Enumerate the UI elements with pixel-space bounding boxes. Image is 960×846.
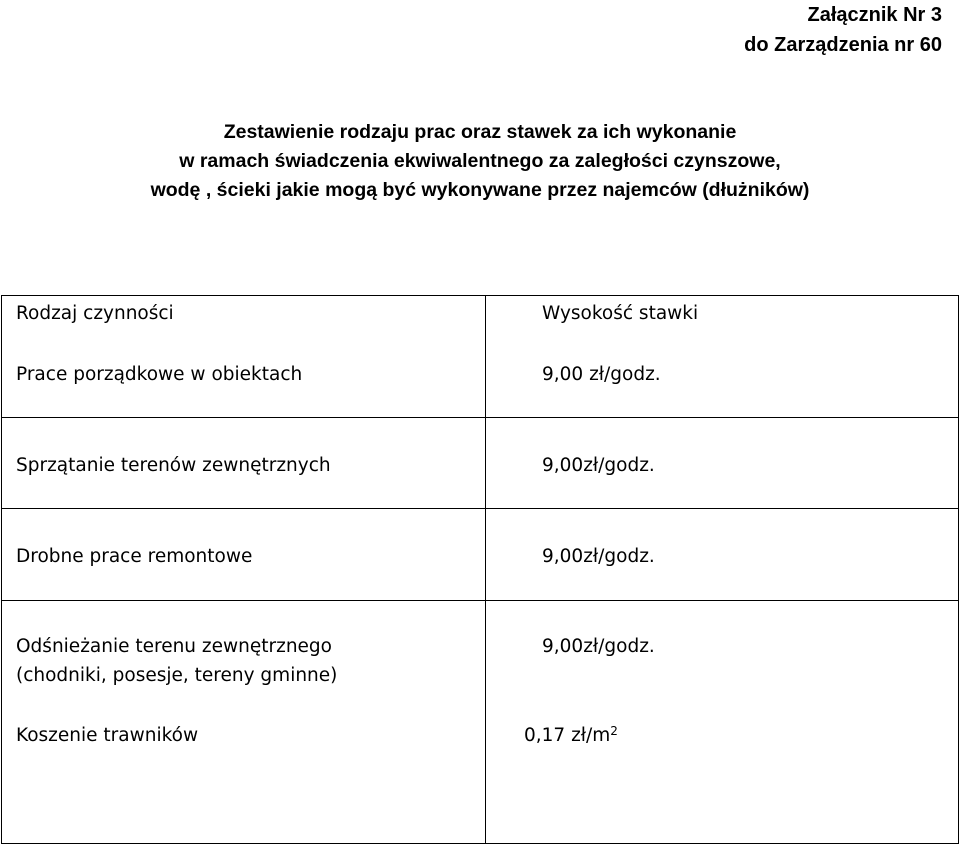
activity-label: Drobne prace remontowe [16,546,253,567]
document-title [100,118,860,205]
title-line-1: Zestawienie rodzaju prac oraz stawek za ich wykonanie [223,121,737,143]
annex-regulation-ref: do Zarządzenia nr 60 [744,34,942,56]
header-rate: Wysokość stawki [542,303,699,324]
header-activity: Rodzaj czynności [16,303,174,324]
title-line-2: w ramach świadczenia ekwiwalentnego za zaległości czynszowe, [179,150,781,172]
rate-cell [486,601,959,844]
activity-cell [2,296,486,418]
activity-label: Sprzątanie terenów zewnętrznych [16,455,331,476]
rate-value: 9,00zł/godz. [542,546,655,567]
annex-number: Załącznik Nr 3 [807,4,942,26]
activity-label-line-1: Odśnieżanie terenu zewnętrznego [16,636,332,657]
activity-label: Koszenie trawników [16,725,199,746]
activity-label-line-2: (chodniki, posesje, tereny gminne) [16,665,338,686]
title-line-3: wodę , ścieki jakie mogą być wykonywane przez najemców (dłużników) [150,179,810,201]
rate-superscript: 2 [610,724,618,738]
rate-value: 9,00zł/godz. [542,636,655,657]
rate-cell [486,418,959,509]
rate-cell [486,509,959,601]
table-row [2,509,959,601]
table-row [2,296,959,418]
rates-table [1,295,959,844]
table-row [2,601,959,844]
activity-cell [2,418,486,509]
rate-value-text: 0,17 zł/m [524,725,611,746]
activity-label: Prace porządkowe w obiektach [16,364,303,385]
activity-cell [2,601,486,844]
rate-value-area [524,722,618,749]
rate-value: 9,00 zł/godz. [542,364,661,385]
annex-header [744,0,942,60]
activity-cell [2,509,486,601]
rate-cell [486,296,959,418]
table-row [2,418,959,509]
rate-value: 9,00zł/godz. [542,455,655,476]
